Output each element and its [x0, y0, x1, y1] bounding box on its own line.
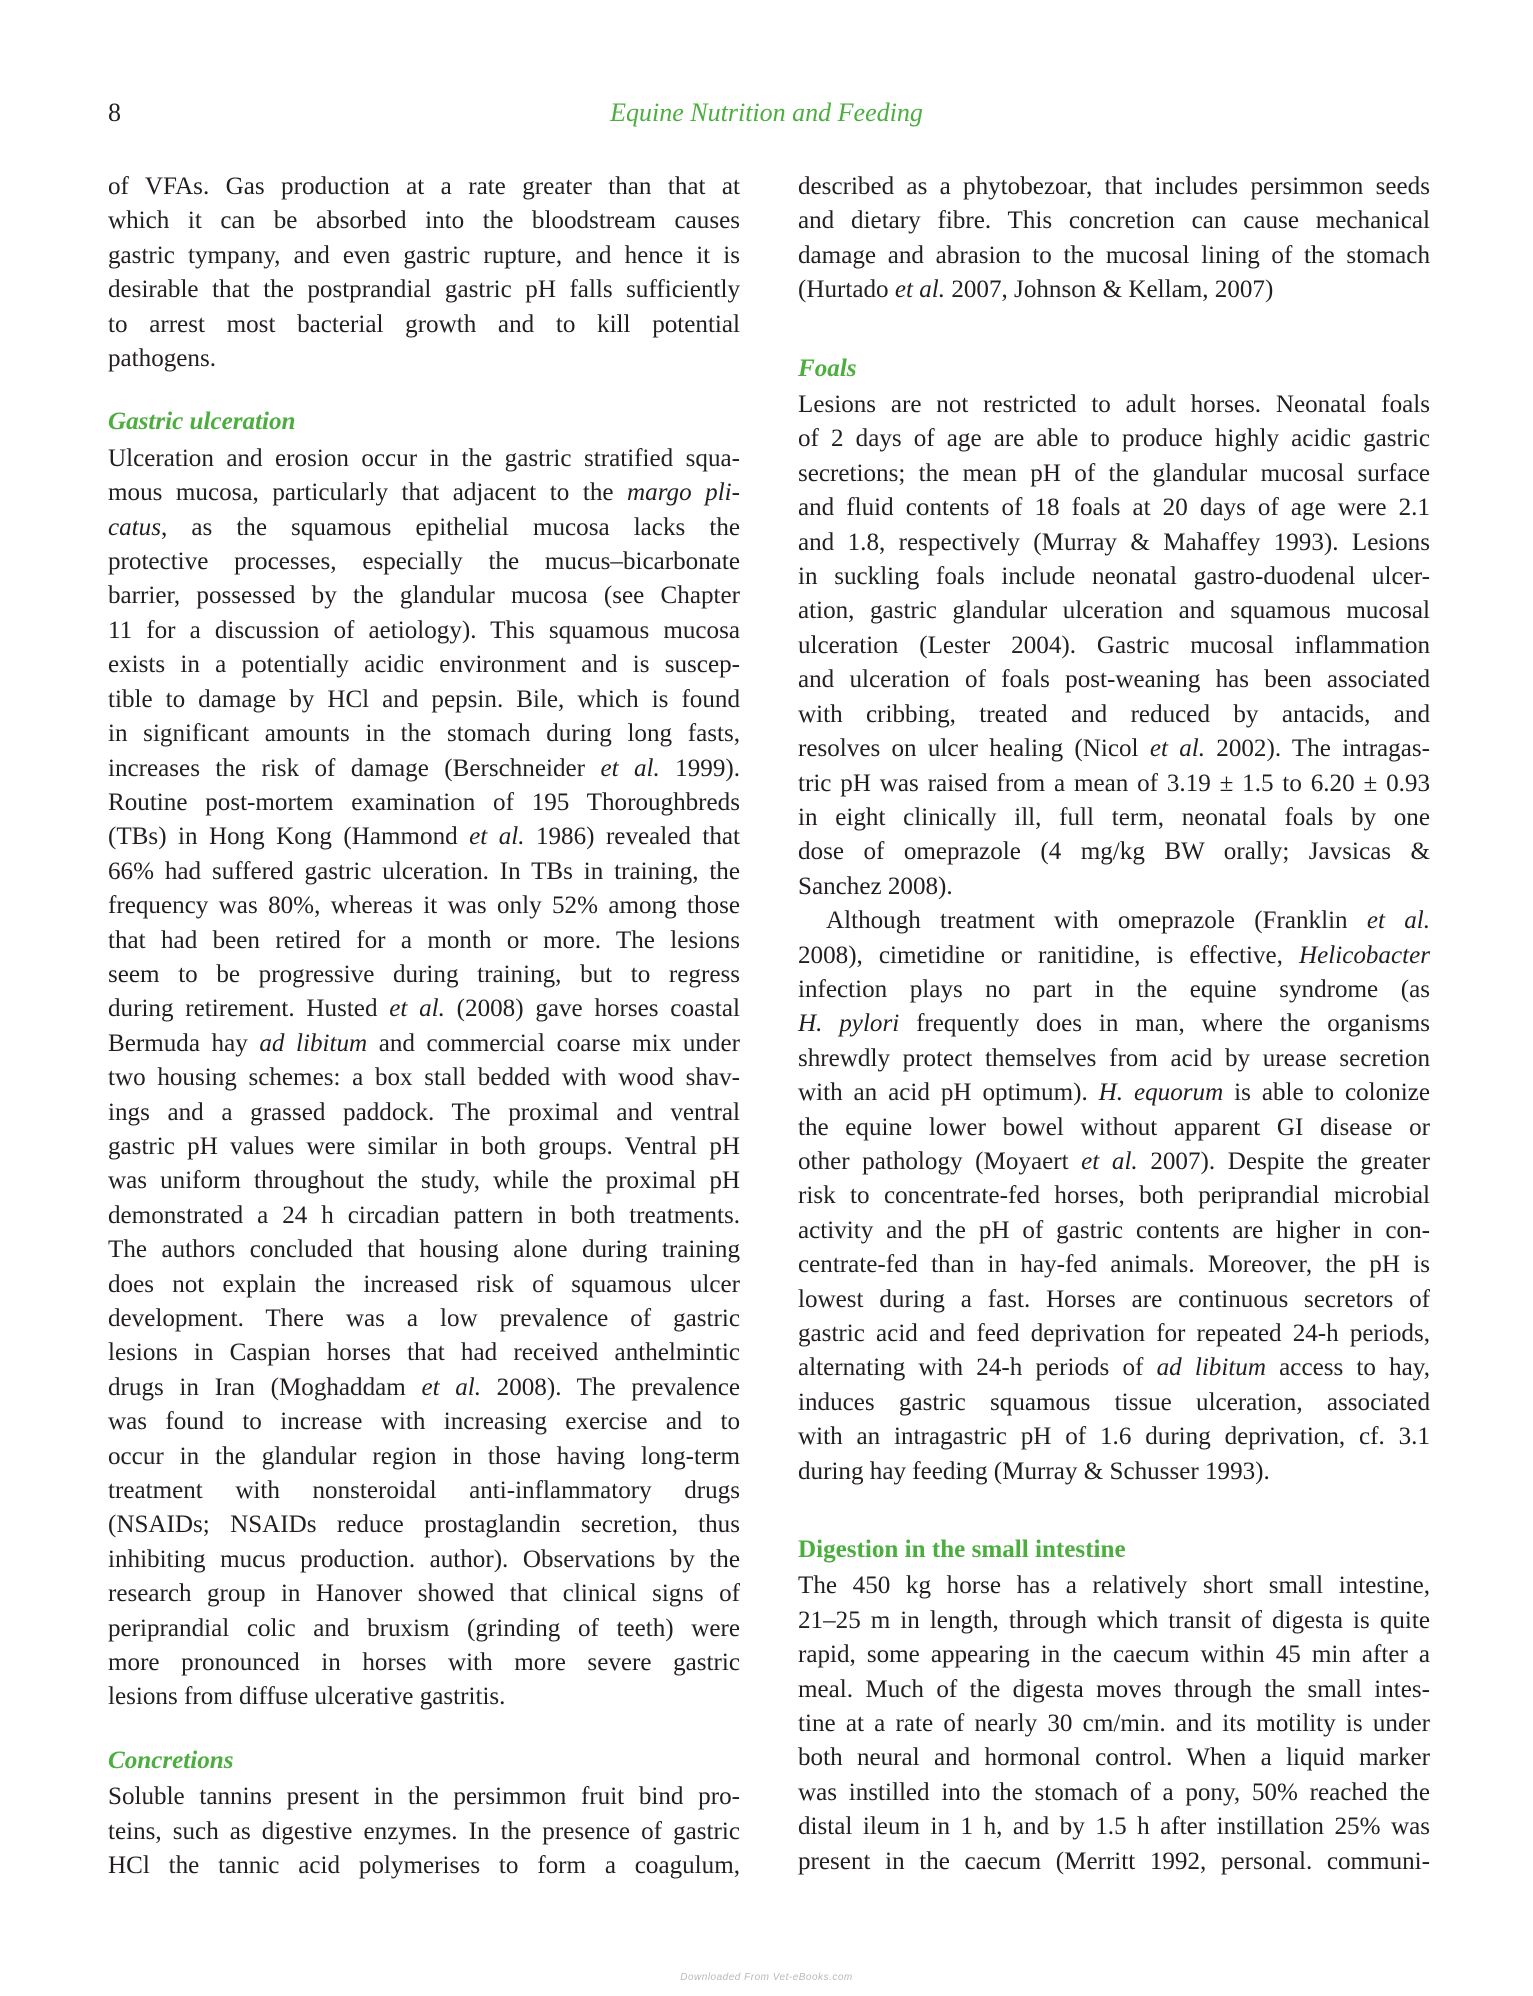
text-line: mous mucosa, particularly that adjacent to the margo pli-: [108, 479, 741, 507]
text-line: of 2 days of age are able to produce highly acidic gastric: [798, 425, 1430, 453]
text-line: with an intragastric pH of 1.6 during deprivation, cf. 3.1: [798, 1423, 1430, 1451]
text-line: with an acid pH optimum). H. equorum is able to colonize: [798, 1079, 1430, 1107]
text-line: lesions from diffuse ulcerative gastritis.: [108, 1683, 506, 1711]
text-line: lowest during a fast. Horses are continuous secretors of: [798, 1285, 1430, 1313]
running-head: [0, 96, 1533, 130]
text-line: (TBs) in Hong Kong (Hammond et al. 1986) revealed that: [108, 823, 740, 851]
paragraph: [798, 388, 1430, 904]
text-line: to arrest most bacterial growth and to kill potential: [108, 310, 740, 338]
text-line: and ulceration of foals post-weaning has been associated: [798, 666, 1430, 694]
text-line: 66% had suffered gastric ulceration. In TBs in training, the: [108, 857, 740, 885]
text-line: does not explain the increased risk of squamous ulcer: [108, 1270, 740, 1298]
text-line: Ulceration and erosion occur in the gastric stratified squa-: [108, 444, 740, 472]
text-line: gastric tympany, and even gastric rupture, and hence it is: [108, 241, 740, 269]
text-line: Routine post-mortem examination of 195 Thoroughbreds: [108, 788, 740, 816]
text-line: exists in a potentially acidic environment and is suscep-: [108, 651, 740, 679]
page-number: 8: [108, 98, 121, 127]
text-line: secretions; the mean pH of the glandular mucosal surface: [798, 459, 1430, 487]
text-line: alternating with 24-h periods of ad libitum access to hay,: [798, 1354, 1430, 1382]
text-line: treatment with nonsteroidal anti-inflammatory drugs: [108, 1477, 740, 1505]
text-line: the equine lower bowel without apparent GI disease or: [798, 1113, 1430, 1141]
text-line: tine at a rate of nearly 30 cm/min. and its motility is under: [798, 1710, 1430, 1738]
text-line: described as a phytobezoar, that includes persimmon seeds: [798, 173, 1430, 200]
text-line: Sanchez 2008).: [798, 872, 953, 900]
book-title: Equine Nutrition and Feeding: [610, 98, 923, 127]
text-line: Bermuda hay ad libitum and commercial coarse mix under: [108, 1029, 740, 1057]
text-line: distal ileum in 1 h, and by 1.5 h after instillation 25% was: [798, 1813, 1430, 1841]
section-heading-gastric-ulceration: Gastric ulceration: [108, 408, 296, 436]
text-line: present in the caecum (Merritt 1992, personal. communi-: [798, 1847, 1430, 1875]
text-line: dose of omeprazole (4 mg/kg BW orally; Javsicas &: [798, 838, 1430, 866]
text-line: desirable that the postprandial gastric pH falls sufficiently: [108, 276, 740, 304]
text-line: that had been retired for a month or more. The lesions: [108, 926, 740, 954]
text-line: development. There was a low prevalence of gastric: [108, 1305, 740, 1332]
text-line: infection plays no part in the equine syndrome (as: [798, 975, 1430, 1003]
text-line: centrate-fed than in hay-fed animals. Moreover, the pH is: [798, 1251, 1430, 1279]
right-column: [798, 170, 1430, 1879]
text-line: lesions in Caspian horses that had received anthelmintic: [108, 1339, 740, 1367]
section-heading-digestion-small-intestine: Digestion in the small intestine: [798, 1536, 1126, 1564]
text-line: periprandial colic and bruxism (grinding of teeth) were: [108, 1614, 740, 1642]
text-line: teins, such as digestive enzymes. In the presence of gastric: [108, 1817, 740, 1845]
text-line: more pronounced in horses with more severe gastric: [108, 1649, 740, 1677]
text-line: demonstrated a 24 h circadian pattern in both treatments.: [108, 1201, 740, 1229]
text-line: other pathology (Moyaert et al. 2007). Despite the greater: [798, 1147, 1430, 1175]
text-line: during hay feeding (Murray & Schusser 1993).: [798, 1457, 1270, 1485]
text-line: (NSAIDs; NSAIDs reduce prostaglandin secretion, thus: [108, 1511, 740, 1539]
text-line: in suckling foals include neonatal gastro-duodenal ulcer-: [798, 563, 1430, 591]
text-line: in significant amounts in the stomach during long fasts,: [108, 720, 740, 748]
text-line: of VFAs. Gas production at a rate greater than that at: [108, 173, 740, 200]
paragraph: [108, 1780, 740, 1883]
text-line: (Hurtado et al. 2007, Johnson & Kellam, 2007): [798, 276, 1274, 304]
section-heading-concretions: Concretions: [108, 1746, 234, 1774]
text-line: was uniform throughout the study, while the proximal pH: [108, 1167, 740, 1195]
text-line: risk to concentrate-fed horses, both periprandial microbial: [798, 1182, 1430, 1210]
text-line: tric pH was raised from a mean of 3.19 ± 1.5 to 6.20 ± 0.93: [798, 769, 1430, 797]
text-line: The 450 kg horse has a relatively short small intestine,: [798, 1572, 1430, 1600]
text-line: increases the risk of damage (Berschneider et al. 1999).: [108, 754, 741, 782]
text-line: gastric pH values were similar in both groups. Ventral pH: [108, 1132, 740, 1160]
text-line: occur in the glandular region in those having long-term: [108, 1442, 740, 1470]
paragraph: [108, 442, 740, 1715]
text-line: seem to be progressive during training, but to regress: [108, 960, 740, 988]
text-line: H. pylori frequently does in man, where the organisms: [798, 1010, 1430, 1038]
text-line: during retirement. Husted et al. (2008) gave horses coastal: [108, 995, 740, 1023]
section-heading-foals: Foals: [798, 354, 857, 382]
text-line: inhibiting mucus production. author). Observations by the: [108, 1545, 740, 1573]
text-line: pathogens.: [108, 345, 217, 373]
text-line: Soluble tannins present in the persimmon fruit bind pro-: [108, 1783, 740, 1811]
text-line: 11 for a discussion of aetiology). This squamous mucosa: [108, 616, 740, 644]
text-line: Lesions are not restricted to adult horses. Neonatal foals: [798, 391, 1430, 419]
text-line: in eight clinically ill, full term, neonatal foals by one: [798, 803, 1430, 831]
text-line: was found to increase with increasing exercise and to: [108, 1408, 740, 1436]
text-line: and 1.8, respectively (Murray & Mahaffey 1993). Lesions: [798, 528, 1430, 556]
text-line: ulceration (Lester 2004). Gastric mucosal inflammation: [798, 631, 1430, 659]
text-line: catus, as the squamous epithelial mucosa lacks the: [108, 513, 740, 541]
text-line: with cribbing, treated and reduced by antacids, and: [798, 700, 1430, 728]
paragraph: [798, 904, 1430, 1489]
text-line: rapid, some appearing in the caecum within 45 min after a: [798, 1641, 1430, 1669]
text-line: barrier, possessed by the glandular mucosa (see Chapter: [108, 582, 740, 610]
paragraph: [798, 1569, 1430, 1879]
text-line: resolves on ulcer healing (Nicol et al. 2002). The intragas-: [798, 735, 1430, 763]
text-line: meal. Much of the digesta moves through the small intes-: [798, 1675, 1430, 1703]
text-line: tible to damage by HCl and pepsin. Bile, which is found: [108, 685, 740, 713]
text-line: damage and abrasion to the mucosal lining of the stomach: [798, 241, 1430, 269]
text-line: both neural and hormonal control. When a liquid marker: [798, 1744, 1430, 1772]
text-line: drugs in Iran (Moghaddam et al. 2008). The prevalence: [108, 1373, 740, 1401]
text-line: and fluid contents of 18 foals at 20 days of age were 2.1: [798, 494, 1430, 522]
text-line: two housing schemes: a box stall bedded with wood shav-: [108, 1064, 740, 1092]
paragraph: [108, 170, 740, 376]
text-line: was instilled into the stomach of a pony, 50% reached the: [798, 1778, 1430, 1806]
text-line: shrewdly protect themselves from acid by urease secretion: [798, 1044, 1430, 1072]
text-line: which it can be absorbed into the bloodstream causes: [108, 207, 740, 235]
paragraph: [798, 170, 1430, 308]
left-column: [108, 170, 740, 1884]
text-line: frequency was 80%, whereas it was only 52% among those: [108, 892, 740, 920]
text-line: gastric acid and feed deprivation for repeated 24-h periods,: [798, 1320, 1430, 1347]
text-line: induces gastric squamous tissue ulceration, associated: [798, 1388, 1430, 1416]
text-line: 2008), cimetidine or ranitidine, is effective, Helicobacter: [798, 941, 1430, 969]
text-line: protective processes, especially the mucus–bicarbonate: [108, 548, 740, 576]
text-line: The authors concluded that housing alone during training: [108, 1236, 740, 1264]
download-watermark: Downloaded From Vet-eBooks.com: [680, 1972, 853, 1983]
text-line: Although treatment with omeprazole (Franklin et al.: [826, 907, 1430, 935]
text-line: activity and the pH of gastric contents are higher in con-: [798, 1216, 1430, 1244]
text-line: HCl the tannic acid polymerises to form a coagulum,: [108, 1852, 740, 1880]
text-line: ings and a grassed paddock. The proximal and ventral: [108, 1098, 740, 1126]
text-line: and dietary fibre. This concretion can cause mechanical: [798, 207, 1430, 235]
text-line: research group in Hanover showed that clinical signs of: [108, 1580, 740, 1608]
text-line: 21–25 m in length, through which transit of digesta is quite: [798, 1606, 1430, 1634]
text-line: ation, gastric glandular ulceration and squamous mucosal: [798, 597, 1430, 625]
